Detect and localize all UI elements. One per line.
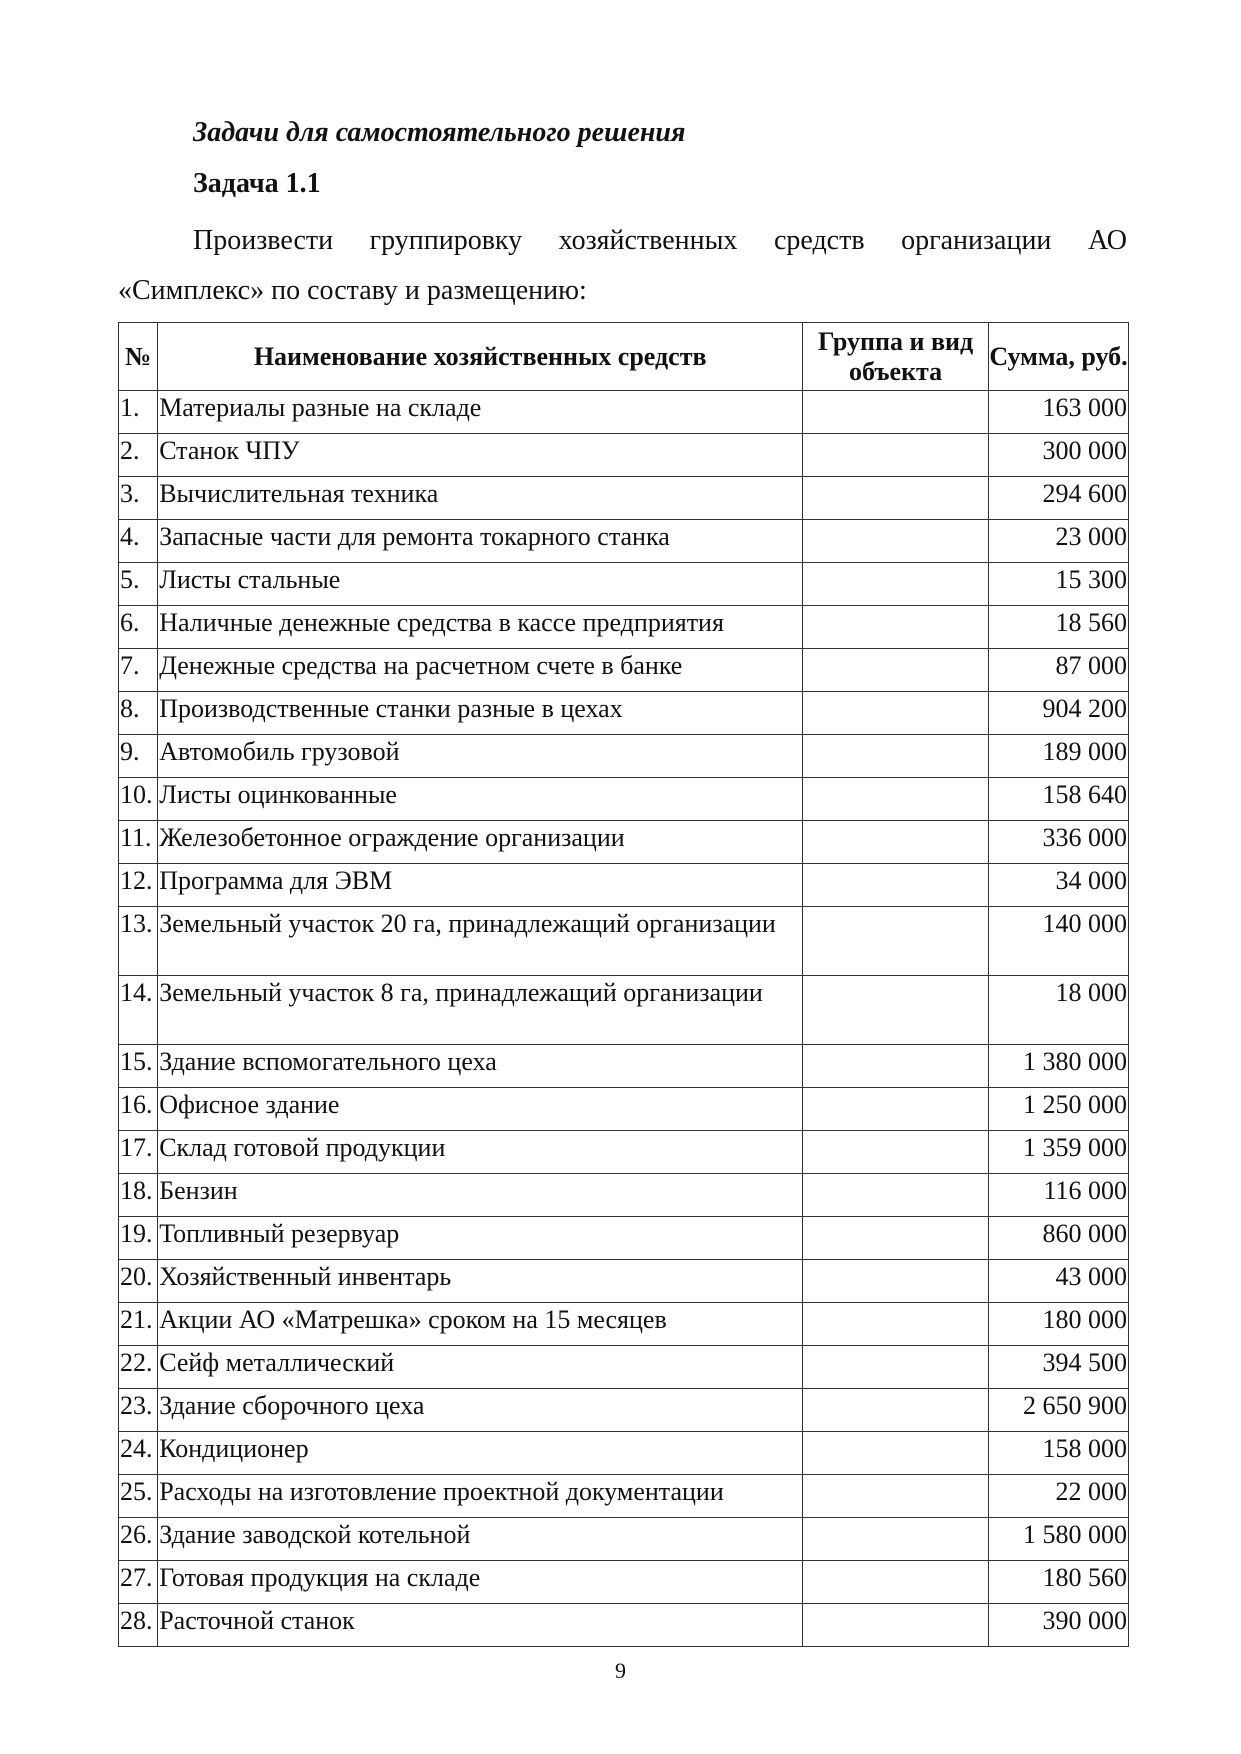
cell-group [803,1131,989,1174]
table-row [119,1303,1129,1346]
cell-num: 17. [119,1131,158,1174]
cell-group [803,1518,989,1561]
table-row [119,1432,1129,1475]
cell-num: 7. [119,649,158,692]
cell-sum: 180 000 [989,1303,1129,1346]
cell-sum: 394 500 [989,1346,1129,1389]
table-row [119,1604,1129,1647]
cell-name: Железобетонное ограждение организации [158,821,803,864]
table-row [119,434,1129,477]
cell-sum: 23 000 [989,520,1129,563]
header-name: Наименование хозяйственных средств [158,323,803,391]
table-row [119,391,1129,434]
cell-num: 26. [119,1518,158,1561]
cell-name: Автомобиль грузовой [158,735,803,778]
table-row [119,520,1129,563]
cell-num: 14. [119,976,158,1045]
cell-name: Листы стальные [158,563,803,606]
cell-group [803,520,989,563]
cell-group [803,1088,989,1131]
table-row [119,692,1129,735]
cell-sum: 189 000 [989,735,1129,778]
assets-table [118,322,1129,1647]
cell-num: 6. [119,606,158,649]
cell-group [803,821,989,864]
cell-num: 13. [119,907,158,976]
task-text: Произвести группировку хозяйственных средств организации АО «Симплекс» по составу и размещению: [118,225,1127,306]
table-body [119,391,1129,1647]
cell-sum: 1 580 000 [989,1518,1129,1561]
table-row [119,1389,1129,1432]
cell-group [803,1217,989,1260]
table-row [119,1518,1129,1561]
cell-name: Склад готовой продукции [158,1131,803,1174]
cell-name: Хозяйственный инвентарь [158,1260,803,1303]
cell-num: 21. [119,1303,158,1346]
cell-name: Программа для ЭВМ [158,864,803,907]
table-row [119,1217,1129,1260]
cell-name: Расходы на изготовление проектной документации [158,1475,803,1518]
cell-name: Станок ЧПУ [158,434,803,477]
table-row [119,606,1129,649]
cell-sum: 15 300 [989,563,1129,606]
cell-num: 28. [119,1604,158,1647]
cell-group [803,477,989,520]
header-sum: Сумма, руб. [989,323,1129,391]
table-row [119,1045,1129,1088]
cell-sum: 336 000 [989,821,1129,864]
header-group: Группа и вид объекта [803,323,989,391]
cell-num: 12. [119,864,158,907]
cell-group [803,1475,989,1518]
cell-name: Денежные средства на расчетном счете в банке [158,649,803,692]
table-row [119,563,1129,606]
cell-name: Топливный резервуар [158,1217,803,1260]
cell-sum: 2 650 900 [989,1389,1129,1432]
cell-num: 1. [119,391,158,434]
cell-num: 11. [119,821,158,864]
cell-group [803,1432,989,1475]
cell-group [803,606,989,649]
cell-num: 15. [119,1045,158,1088]
cell-group [803,976,989,1045]
cell-sum: 1 359 000 [989,1131,1129,1174]
cell-sum: 180 560 [989,1561,1129,1604]
cell-group [803,1260,989,1303]
cell-num: 23. [119,1389,158,1432]
cell-num: 22. [119,1346,158,1389]
cell-group [803,735,989,778]
cell-group [803,778,989,821]
table-row [119,1346,1129,1389]
table-header-row [119,323,1129,391]
cell-name: Листы оцинкованные [158,778,803,821]
cell-num: 8. [119,692,158,735]
table-row [119,821,1129,864]
cell-name: Здание сборочного цеха [158,1389,803,1432]
cell-group [803,1346,989,1389]
table-row [119,1475,1129,1518]
table-row [119,1561,1129,1604]
cell-num: 3. [119,477,158,520]
cell-name: Сейф металлический [158,1346,803,1389]
cell-name: Акции АО «Матрешка» сроком на 15 месяцев [158,1303,803,1346]
cell-sum: 87 000 [989,649,1129,692]
cell-name: Производственные станки разные в цехах [158,692,803,735]
section-title: Задачи для самостоятельного решения [193,117,686,148]
cell-num: 4. [119,520,158,563]
table-row [119,907,1129,976]
cell-num: 2. [119,434,158,477]
cell-name: Готовая продукция на складе [158,1561,803,1604]
cell-num: 25. [119,1475,158,1518]
cell-name: Здание вспомогательного цеха [158,1045,803,1088]
cell-name: Расточной станок [158,1604,803,1647]
cell-group [803,563,989,606]
table-row [119,1174,1129,1217]
cell-num: 24. [119,1432,158,1475]
table-row [119,1131,1129,1174]
cell-name: Земельный участок 8 га, принадлежащий организации [158,976,803,1045]
cell-num: 27. [119,1561,158,1604]
cell-sum: 294 600 [989,477,1129,520]
cell-sum: 158 000 [989,1432,1129,1475]
cell-sum: 390 000 [989,1604,1129,1647]
cell-group [803,649,989,692]
cell-sum: 18 560 [989,606,1129,649]
cell-name: Вычислительная техника [158,477,803,520]
cell-sum: 116 000 [989,1174,1129,1217]
cell-group [803,1604,989,1647]
task-title: Задача 1.1 [193,168,321,199]
cell-group [803,1174,989,1217]
table-row [119,864,1129,907]
table-row [119,477,1129,520]
cell-sum: 1 250 000 [989,1088,1129,1131]
cell-sum: 140 000 [989,907,1129,976]
cell-group [803,1303,989,1346]
cell-name: Кондиционер [158,1432,803,1475]
cell-group [803,864,989,907]
cell-num: 20. [119,1260,158,1303]
cell-name: Наличные денежные средства в кассе предприятия [158,606,803,649]
cell-name: Запасные части для ремонта токарного станка [158,520,803,563]
table-row [119,1088,1129,1131]
cell-group [803,1389,989,1432]
table-row [119,976,1129,1045]
cell-sum: 43 000 [989,1260,1129,1303]
cell-sum: 904 200 [989,692,1129,735]
cell-num: 10. [119,778,158,821]
table-row [119,735,1129,778]
cell-group [803,391,989,434]
cell-name: Здание заводской котельной [158,1518,803,1561]
header-num: № [119,323,158,391]
cell-sum: 163 000 [989,391,1129,434]
cell-num: 19. [119,1217,158,1260]
cell-name: Офисное здание [158,1088,803,1131]
page-number: 9 [615,1658,626,1683]
cell-sum: 860 000 [989,1217,1129,1260]
cell-group [803,434,989,477]
cell-name: Материалы разные на складе [158,391,803,434]
cell-group [803,907,989,976]
cell-num: 9. [119,735,158,778]
cell-name: Земельный участок 20 га, принадлежащий организации [158,907,803,976]
table-row [119,778,1129,821]
cell-sum: 1 380 000 [989,1045,1129,1088]
table-row [119,649,1129,692]
cell-group [803,1561,989,1604]
cell-sum: 34 000 [989,864,1129,907]
cell-group [803,1045,989,1088]
cell-name: Бензин [158,1174,803,1217]
cell-sum: 300 000 [989,434,1129,477]
cell-num: 18. [119,1174,158,1217]
cell-group [803,692,989,735]
cell-num: 16. [119,1088,158,1131]
cell-sum: 158 640 [989,778,1129,821]
cell-sum: 18 000 [989,976,1129,1045]
table-row [119,1260,1129,1303]
cell-sum: 22 000 [989,1475,1129,1518]
cell-num: 5. [119,563,158,606]
